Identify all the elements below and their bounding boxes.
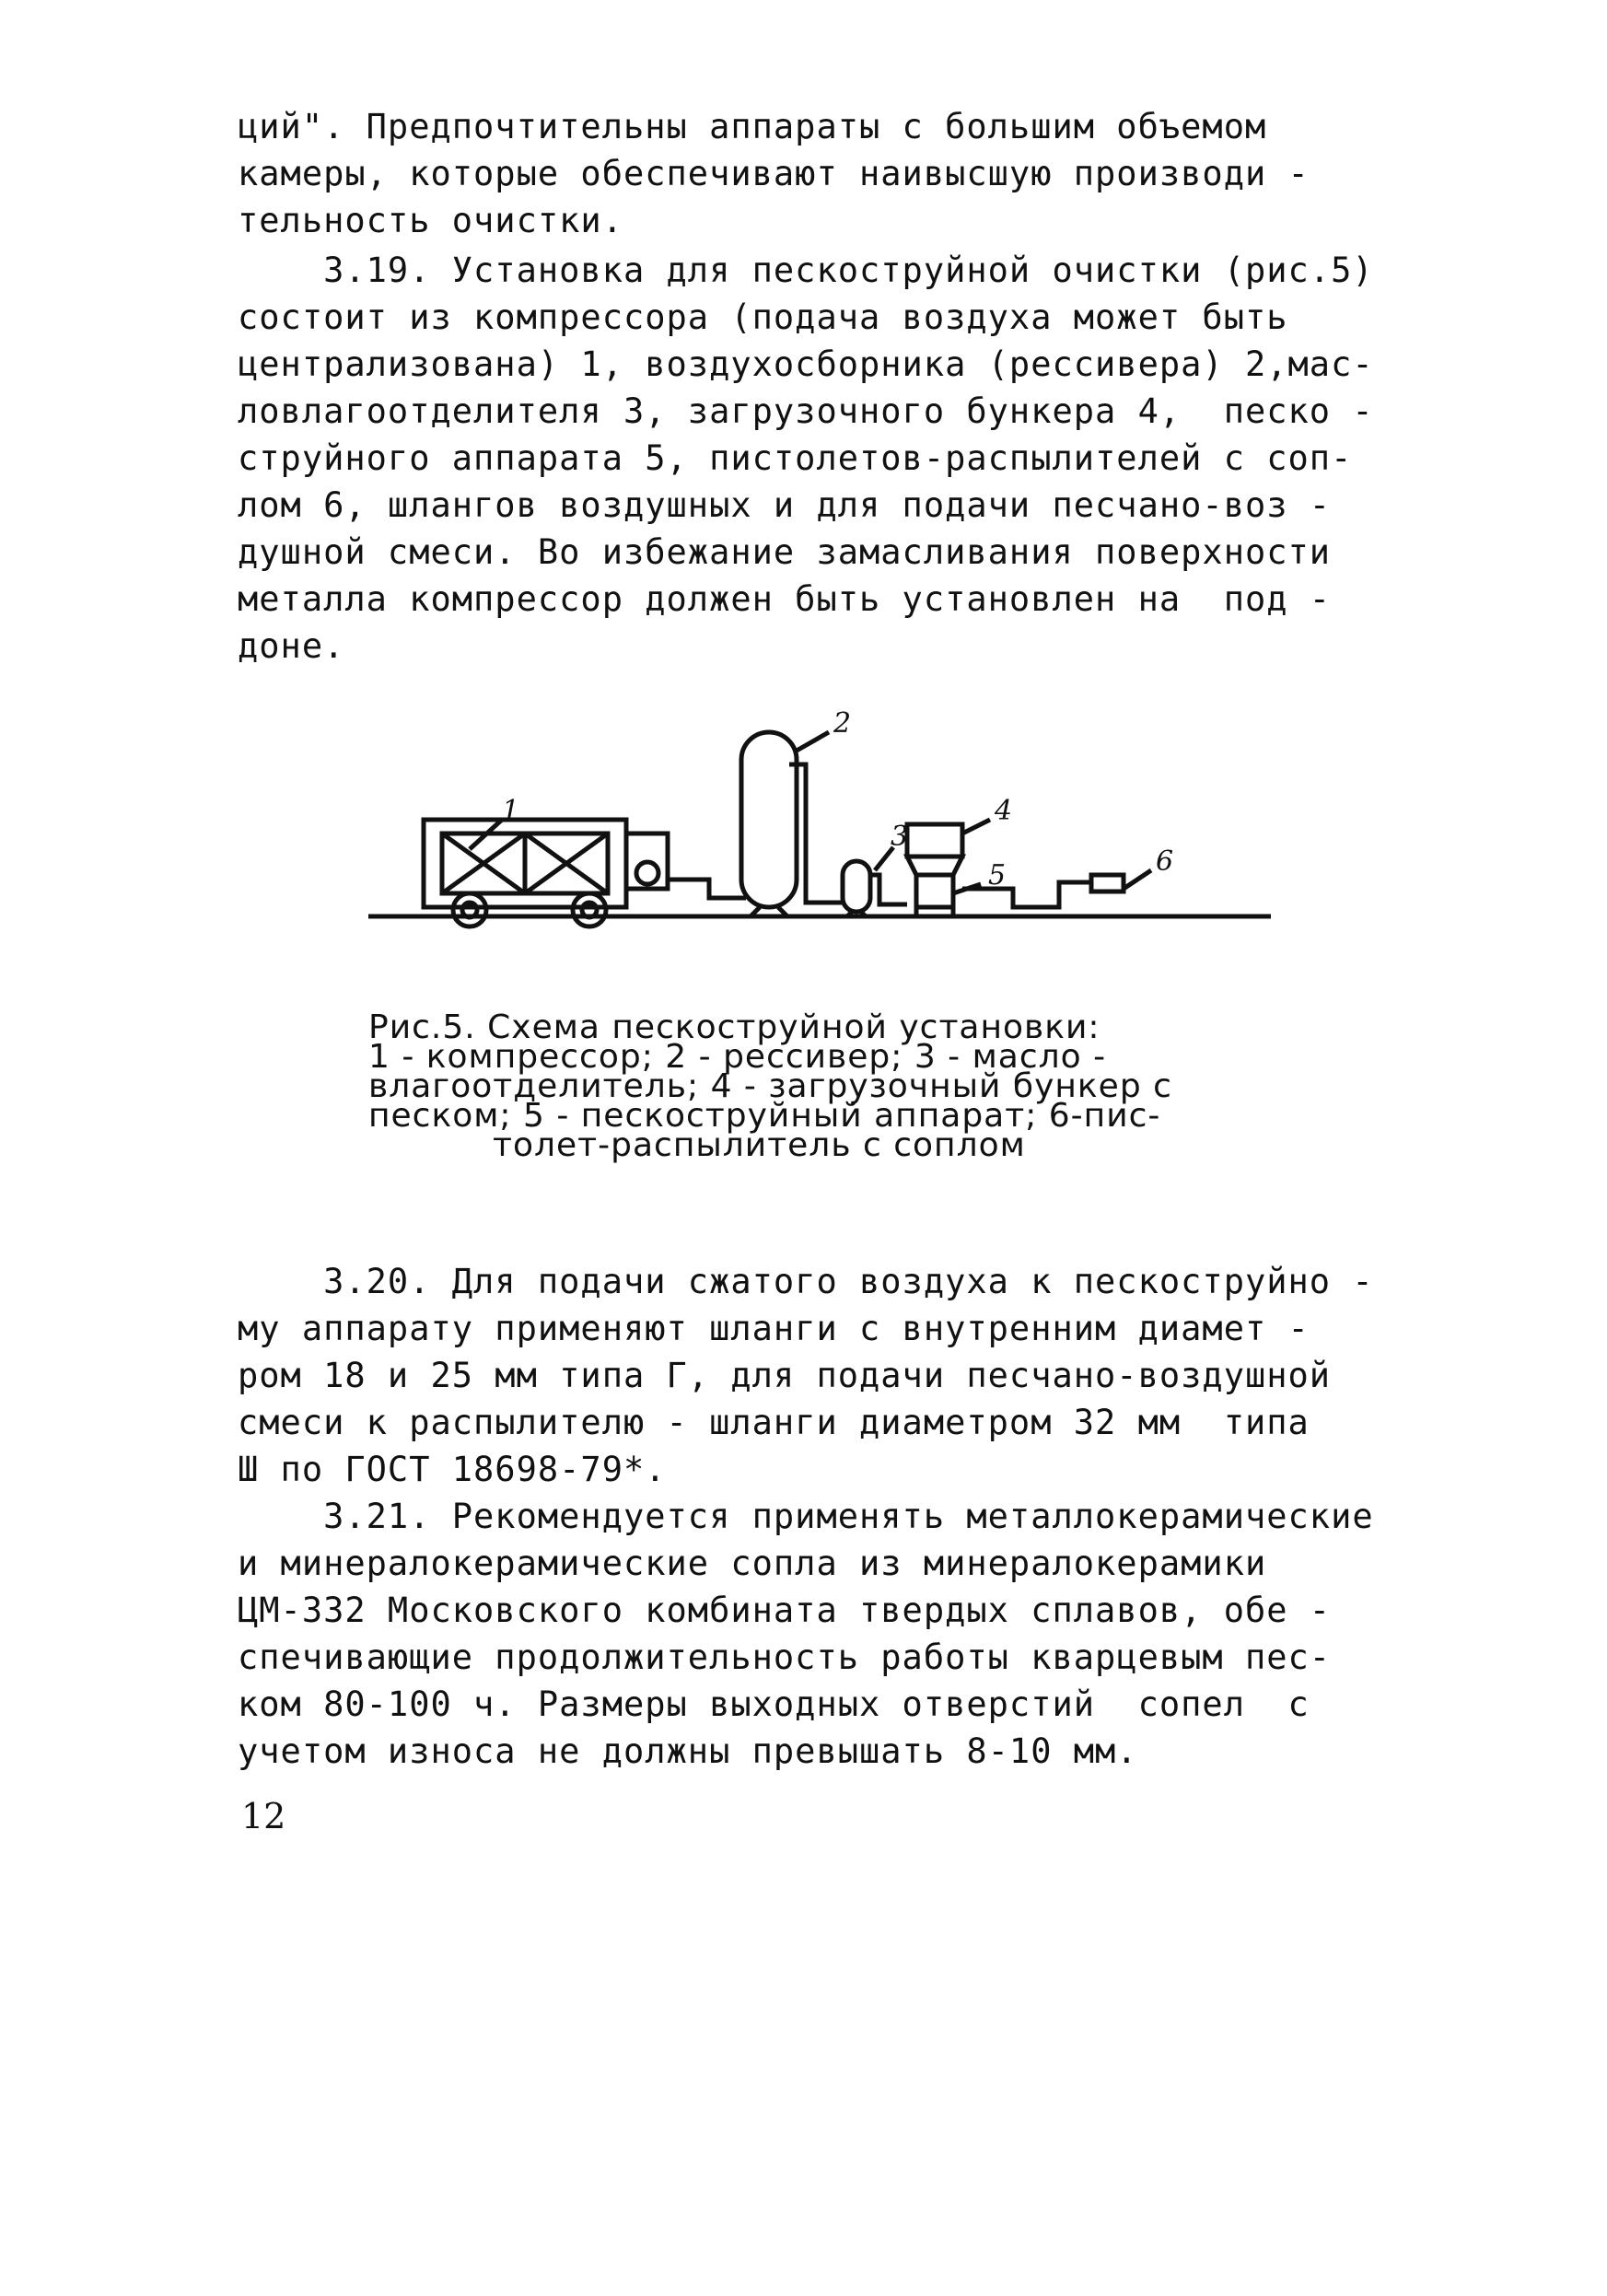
compressor-wheel-right [573, 893, 606, 927]
label-5: 5 [988, 859, 1007, 892]
text-line: ций". Предпочтительны аппараты с большим объемом [238, 107, 1267, 146]
paragraph-continuation [238, 103, 1435, 244]
label-3: 3 [891, 821, 909, 853]
text-line: централизована) 1, воздухосборника (рессивера) 2,мас- [238, 344, 1374, 384]
page-number: 12 [241, 1796, 286, 1836]
text-line: душной смеси. Во избежание замасливания поверхности [238, 532, 1332, 572]
text-line: 3.21. Рекомендуется применять металлокерамические [238, 1497, 1374, 1536]
text-line: металла компрессор должен быть установлен на под - [238, 579, 1332, 619]
text-line: струйного аппарата 5, пистолетов-распылителей с соп- [238, 438, 1353, 478]
label-2: 2 [833, 707, 852, 740]
text-line: лом 6, шлангов воздушных и для подачи песчано-воз - [238, 485, 1332, 525]
spray-gun [1091, 875, 1124, 892]
text-line: тельность очистки. [238, 201, 623, 240]
sandblast-apparatus [916, 875, 953, 907]
air-pipe-1 [668, 880, 746, 898]
text-line: учетом износа не должны превышать 8-10 мм. [238, 1731, 1138, 1771]
caption-line: толет-распылитель с соплом [493, 1126, 1026, 1164]
compressor-flywheel [636, 862, 658, 884]
label-4: 4 [995, 795, 1013, 827]
sand-air-hose [962, 882, 1091, 907]
loading-hopper [907, 824, 962, 857]
receiver-tank [741, 732, 797, 907]
text-line: 3.20. Для подачи сжатого воздуха к пескоструйно - [238, 1262, 1374, 1301]
text-line: ром 18 и 25 мм типа Г, для подачи песчано-воздушной [238, 1356, 1332, 1395]
text-line: камеры, которые обеспечивают наивысшую производи - [238, 154, 1310, 193]
text-line: му аппарату применяют шланги с внутренним диамет - [238, 1309, 1310, 1348]
sandblast-installation-diagram [364, 700, 1294, 949]
label-6: 6 [1156, 845, 1174, 878]
text-line: ком 80-100 ч. Размеры выходных отверстий сопел с [238, 1684, 1310, 1724]
text-line: спечивающие продолжительность работы кварцевым пес- [238, 1638, 1332, 1677]
caption-line: влагоотделитель; 4 - загрузочный бункер с [368, 1067, 1172, 1105]
text-line: доне. [238, 626, 345, 666]
text-line: 3.19. Установка для пескоструйной очистки (рис.5) [238, 251, 1374, 290]
compressor-wheel-left [453, 893, 486, 927]
hopper-funnel [907, 857, 962, 875]
paragraph-3-21 [238, 1493, 1435, 1775]
paragraph-3-20 [238, 1258, 1435, 1493]
paragraph-3-19 [238, 247, 1435, 670]
text-line: ЦМ-332 Московского комбината твердых сплавов, обе - [238, 1591, 1332, 1630]
text-line: и минералокерамические сопла из минералокерамики [238, 1544, 1267, 1583]
air-pipe-3 [870, 875, 907, 904]
text-line: смеси к распылителю - шланги диаметром 32 мм типа [238, 1403, 1310, 1442]
text-line: состоит из компрессора (подача воздуха может быть [238, 297, 1288, 337]
caption-line: 1 - компрессор; 2 - рессивер; 3 - масло - [368, 1038, 1107, 1076]
oil-moisture-separator [843, 861, 870, 912]
text-line: Ш по ГОСТ 18698-79*. [238, 1450, 667, 1489]
label-1: 1 [502, 795, 520, 827]
caption-line: Рис.5. Схема пескоструйной установки: [368, 1008, 1100, 1046]
caption-line: песком; 5 - пескоструйный аппарат; 6-пис- [368, 1097, 1161, 1135]
text-line: ловлагоотделителя 3, загрузочного бункера 4, песко - [238, 391, 1374, 431]
figure-caption [368, 1008, 1289, 1164]
